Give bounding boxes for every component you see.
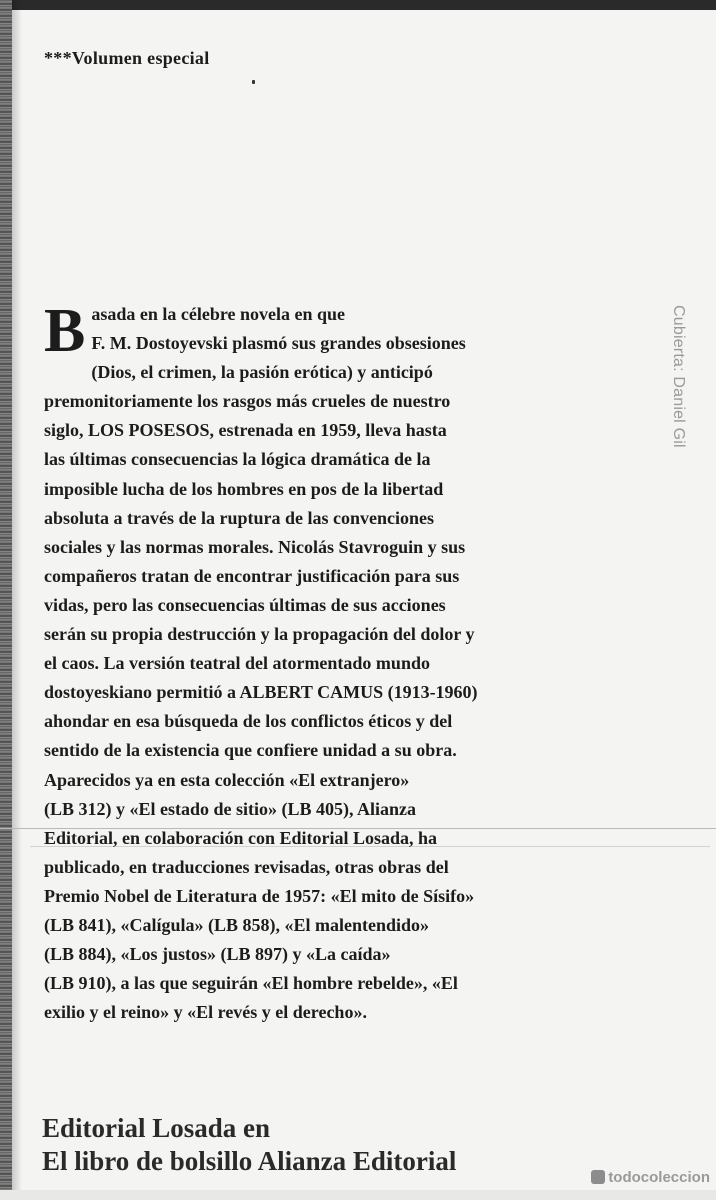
- blurb-line: exilio y el reino» y «El revés y el derecho».: [44, 1002, 367, 1023]
- todocoleccion-logo-icon: [591, 1170, 605, 1184]
- blurb-opening-lines: [44, 297, 592, 365]
- blurb-line: sentido de la existencia que confiere unidad a su obra.: [44, 740, 457, 761]
- scan-bottom-edge: [0, 1190, 716, 1200]
- publisher-line-2: El libro de bolsillo Alianza Editorial: [42, 1146, 457, 1176]
- blurb-line: Aparecidos ya en esta colección «El extranjero»: [44, 769, 410, 790]
- drop-cap: B: [44, 297, 86, 365]
- blurb-line: vidas, pero las consecuencias últimas de sus acciones: [44, 594, 446, 615]
- publisher-line-1: Editorial Losada en: [42, 1113, 271, 1143]
- blurb-line: (LB 312) y «El estado de sitio» (LB 405), Alianza: [44, 798, 417, 819]
- blurb-line: dostoyeskiano permitió a ALBERT CAMUS (1913-1960): [44, 682, 478, 703]
- spine-shadow: [12, 0, 22, 1200]
- ink-speck: [252, 80, 255, 84]
- blurb-line: imposible lucha de los hombres en pos de la libertad: [44, 478, 444, 499]
- blurb-line: siglo, LOS POSESOS, estrenada en 1959, lleva hasta: [44, 420, 447, 441]
- publisher-footer: [42, 1112, 456, 1178]
- blurb-line: el caos. La versión teatral del atormentado mundo: [44, 653, 430, 674]
- blurb-line: (LB 910), a las que seguirán «El hombre rebelde», «El: [44, 973, 458, 994]
- blurb-line: sociales y las normas morales. Nicolás Stavroguin y sus: [44, 536, 466, 557]
- blurb-line: (LB 884), «Los justos» (LB 897) y «La caída»: [44, 944, 391, 965]
- blurb-line: ahondar en esa búsqueda de los conflictos éticos y del: [44, 711, 453, 732]
- blurb-line: serán su propia destrucción y la propagación del dolor y: [44, 624, 475, 645]
- blurb-line: absoluta a través de la ruptura de las convenciones: [44, 507, 435, 528]
- blurb-line: premonitoriamente los rasgos más crueles de nuestro: [44, 391, 451, 412]
- watermark: [591, 1169, 710, 1186]
- scan-top-edge: [0, 0, 716, 10]
- series-label: ***Volumen especial: [44, 48, 210, 68]
- cover-credit: Cubierta: Daniel Gil: [670, 305, 687, 448]
- blurb-line: F. M. Dostoyevski plasmó sus grandes obsesiones: [91, 333, 466, 354]
- back-cover-blurb: [44, 297, 592, 1027]
- blurb-line: compañeros tratan de encontrar justificación para sus: [44, 565, 460, 586]
- blurb-line: (Dios, el crimen, la pasión erótica) y anticipó: [91, 362, 433, 383]
- book-spine-edge: [0, 0, 12, 1200]
- blurb-line: Premio Nobel de Literatura de 1957: «El mito de Sísifo»: [44, 885, 475, 906]
- blurb-line: publicado, en traducciones revisadas, otras obras del: [44, 856, 449, 877]
- watermark-text: todocoleccion: [608, 1169, 710, 1186]
- blurb-line: Editorial, en colaboración con Editorial Losada, ha: [44, 827, 438, 848]
- blurb-line: (LB 841), «Calígula» (LB 858), «El malentendido»: [44, 914, 430, 935]
- blurb-line: las últimas consecuencias la lógica dramática de la: [44, 449, 431, 470]
- blurb-line: asada en la célebre novela en que: [91, 304, 346, 324]
